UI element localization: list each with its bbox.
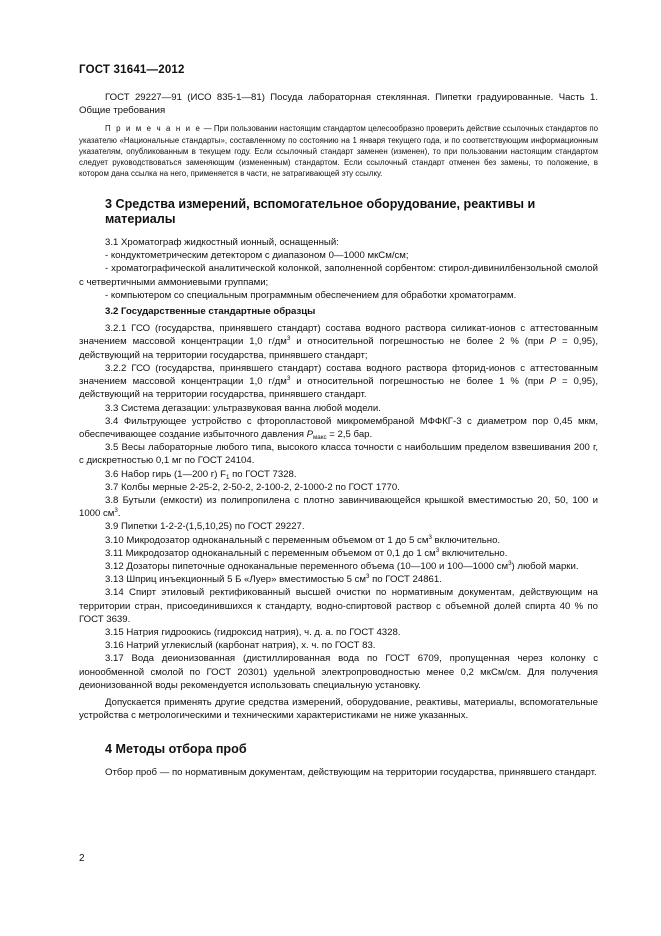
subsection-3-2-heading: 3.2 Государственные стандартные образцы [105,306,316,318]
bullet-detector: - кондуктометрическим детектором с диапазоном 0—1000 мкСм/см; [105,250,409,262]
note-text: — При пользовании настоящим стандартом целесообразно проверить действие ссылочных стандартов по указателю «Национальные стандарты», составленному по состоянию на 1 января текущего года, и по соответствующим информационным указателям, опубликованным в текущем году. Если ссылочный стандарт заменен (изменен), то при пользовании настоящим стандартом следует руководствоваться заменяющим (измененным) стандартом. Если ссылочный стандарт отменен без замены, то положение, в котором дана ссылка на него, применяется в части, не затрагивающей эту ссылку. [79,124,598,178]
paragraph-3-11: 3.11 Микродозатор одноканальный с переменным объемом от 0,1 до 1 $см^3$ включительно. [105,546,508,559]
page-number: 2 [79,853,85,864]
paragraph-3-8: 3.8 Бутыли (емкости) из полипропилена с плотно завинчивающейся крышкой вместимостью 20, 50, 100 и 1000 $см^3$. [79,494,598,520]
paragraph-3-2-1: 3.2.1 ГСО (государства, принявшего стандарт) состава водного раствора силикат-ионов с аттестованным значением массовой концентрации 1,0 $г/дм^3$ и относительной погрешностью не более 2 % (при P = 0,95), действующий на территории государства, принявшего стандарт; [79,323,599,361]
paragraph-3-6: 3.6 Набор гирь (1—200 г) $F_1$ по ГОСТ 7328. [105,468,297,481]
paragraph-3-2-2: 3.2.2 ГСО (государства, принявшего стандарт) состава водного раствора фторид-ионов с аттестованным значением массовой концентрации 1,0 $г/дм^3$ и относительной погрешностью не более 1 % (при P = 0,95), действующий на территории государства, принявшего стандарт. [79,362,599,401]
paragraph-3-4: 3.4 Фильтрующее устройство с фторопластовой микромембраной МФФКГ-3 с диаметром пор 0,45 мкм, обеспечивающее создание избыточного давления $P_{макс} = 2,5$ бар. [79,415,598,441]
normative-reference: ГОСТ 29227—91 (ИСО 835-1—81) Посуда лабораторная стеклянная. Пипетки градуированные. Часть 1. Общие требования [79,92,598,117]
note [79,123,598,178]
paragraph-3-3: 3.3 Система дегазации: ультразвуковая ванна любой модели. [105,402,381,414]
paragraph-3-1: 3.1 Хроматограф жидкостный ионный, оснащенный: [105,237,339,249]
paragraph-3-17: 3.17 Вода деионизованная (дистиллированная вода по ГОСТ 6709, пропущенная через колонку с ионообменной смолой по ГОСТ 20301) удельной электропроводностью менее 0,2 мкСм/см. Для получения деионизованной воды рекомендуется использовать специальную установку. [79,653,598,691]
bullet-computer: - компьютером со специальным программным обеспечением для обработки хроматограмм. [105,289,517,301]
paragraph-3-13: 3.13 Шприц инъекционный 5 Б «Луер» вместимостью 5 $см^3$ по ГОСТ 24861. [105,573,442,586]
bullet-column: - хроматографической аналитической колонкой, заполненной сорбентом: стирол-дивинилбензольной смолой с четвертичными аммониевыми группами; [79,263,598,288]
section-4-heading: 4 Методы отбора проб [105,742,247,757]
paragraph-3-10: 3.10 Микродозатор одноканальный с переменным объемом от 1 до 5 $см^3$ включительно. [105,533,501,546]
paragraph-3-15: 3.15 Натрия гидроокись (гидроксид натрия), ч. д. а. по ГОСТ 4328. [105,626,401,638]
paragraph-allowance: Допускается применять другие средства измерений, оборудование, реактивы, материалы, вспомогательные устройства с метрологическими и техническими характеристиками не ниже указанных. [79,696,598,722]
page-header: ГОСТ 31641—2012 [79,64,185,76]
document-body [79,91,598,779]
note-label: П р и м е ч а н и е [105,124,202,134]
paragraph-3-7: 3.7 Колбы мерные 2-25-2, 2-50-2, 2-100-2, 2-1000-2 по ГОСТ 1770. [105,481,400,493]
paragraph-3-12: 3.12 Дозаторы пипеточные одноканальные переменного объема (10—100 и 100—1000 $см^3$) любой марки. [105,559,579,572]
paragraph-3-5: 3.5 Весы лабораторные любого типа, высокого класса точности с наибольшим пределом взвешивания 200 г, с дискретностью 0,1 мг по ГОСТ 24104. [79,442,598,467]
paragraph-3-16: 3.16 Натрий углекислый (карбонат натрия), х. ч. по ГОСТ 83. [105,640,376,652]
section-3-heading: 3 Средства измерений, вспомогательное оборудование, реактивы и материалы [105,196,536,227]
paragraph-3-14: 3.14 Спирт этиловый ректификованный высшей очистки по нормативным документам, действующим на территории стран, присоединившихся к стандарту, водно-спиртовой раствор с объемной долей спирта 40 % по ГОСТ 3639. [79,587,598,625]
paragraph-4: Отбор проб — по нормативным документам, действующим на территории государства, принявшего стандарт. [105,766,597,778]
paragraph-3-9: 3.9 Пипетки 1-2-2-(1,5,10,25) по ГОСТ 29227. [105,521,305,533]
